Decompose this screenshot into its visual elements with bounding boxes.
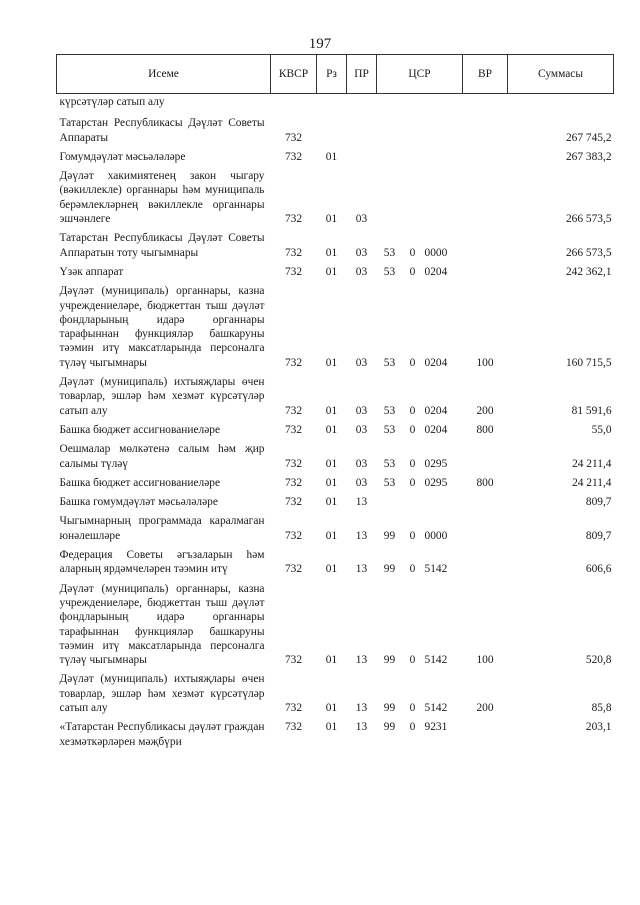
table-row [57,512,614,546]
row-rz [317,114,347,148]
table-row [57,167,614,229]
row-csr-subprogram: 0 [409,265,416,278]
row-kvsr: 732 [284,423,303,436]
row-csr-subprogram [403,94,423,115]
row-rz: 01 [325,356,338,369]
row-name: Дәүләт (муниципаль) ихтыяҗлары өчен товарлар, эшләр һәм хезмәт күрсәтүләр сатып алу [59,376,265,417]
header-rz: Рз [317,55,347,94]
row-csr-direction: 9231 [424,721,448,734]
row-name: Дәүләт (муниципаль) органнары, казна учреждениеләре, бюджеттан тыш дәүләт фондларының идарә органнары тарафыннан функцияләр башкаруны тәэмин итү максатларында персоналга түләү чыгымнары [59,582,265,667]
row-pr [347,148,377,167]
row-csr-subprogram [403,493,423,512]
table-header [57,55,614,94]
table-row [57,373,614,421]
row-name: Башка гомумдәүләт мәсьәләләре [59,496,218,509]
row-rz: 01 [325,265,338,278]
row-csr-program [377,94,403,115]
row-csr-subprogram: 0 [409,356,416,369]
row-csr-program [377,114,403,148]
row-vr [463,718,508,752]
row-csr-program: 53 [383,457,396,470]
table-row [57,580,614,671]
table-row [57,718,614,752]
row-csr-subprogram: 0 [409,457,416,470]
row-csr-direction: 0204 [424,265,448,278]
row-kvsr: 732 [284,131,303,144]
row-pr: 13 [355,529,368,542]
row-kvsr: 732 [284,457,303,470]
row-pr: 03 [355,423,368,436]
row-name: Башка бюджет ассигнованиеләре [59,423,221,436]
row-csr-program [377,148,403,167]
row-name: Татарстан Республикасы Дәүләт Советы Аппаратын тоту чыгымнары [59,232,265,259]
budget-table [56,54,614,752]
row-kvsr: 732 [284,496,303,509]
row-kvsr: 732 [284,563,303,576]
table-row [57,440,614,474]
row-pr: 13 [355,721,368,734]
row-kvsr: 732 [284,213,303,226]
row-vr: 800 [476,476,494,489]
table-row [57,474,614,493]
row-pr: 03 [355,246,368,259]
row-csr-program: 53 [383,423,396,436]
row-csr-subprogram: 0 [409,721,416,734]
row-pr: 13 [355,701,368,714]
row-csr-direction: 0204 [424,404,448,417]
row-sum: 809,7 [585,529,612,542]
row-sum [508,94,614,115]
row-kvsr: 732 [284,529,303,542]
row-pr: 03 [355,213,368,226]
header-name: Исеме [57,55,271,94]
row-csr-program: 99 [383,529,396,542]
row-name: «Татарстан Республикасы дәүләт граждан хезмәткәрләрен мәҗбүри [59,721,265,748]
row-kvsr: 732 [284,721,303,734]
row-vr: 200 [476,404,494,417]
row-vr [463,148,508,167]
table-row [57,493,614,512]
row-name: Башка бюджет ассигнованиеләре [59,476,221,489]
row-csr-subprogram [403,114,423,148]
row-csr-program: 53 [383,265,396,278]
row-rz: 01 [325,563,338,576]
row-kvsr: 732 [284,476,303,489]
row-rz: 01 [325,476,338,489]
row-vr [463,94,508,115]
row-name: Гомумдәүләт мәсьәләләре [59,150,186,163]
row-csr-program: 53 [383,476,396,489]
row-vr [463,167,508,229]
row-csr-program: 99 [383,563,396,576]
header-pr: ПР [347,55,377,94]
row-pr: 13 [355,496,368,509]
row-vr [463,263,508,282]
row-rz: 01 [325,213,338,226]
row-sum: 266 573,5 [565,246,612,259]
table-row [57,670,614,718]
row-sum: 606,6 [585,563,612,576]
row-pr [347,114,377,148]
row-kvsr: 732 [284,701,303,714]
row-csr-program [377,493,403,512]
row-csr-direction [423,94,463,115]
row-sum: 24 211,4 [572,476,612,489]
row-pr: 03 [355,265,368,278]
header-csr: ЦСР [377,55,463,94]
row-csr-program: 99 [383,654,396,667]
row-csr-direction: 0000 [424,246,448,259]
row-rz: 01 [325,701,338,714]
row-pr: 03 [355,476,368,489]
row-csr-direction: 0295 [424,457,448,470]
row-vr: 800 [476,423,494,436]
row-kvsr: 732 [284,246,303,259]
row-sum: 242 362,1 [565,265,612,278]
row-vr [463,114,508,148]
table-row [57,282,614,373]
row-pr: 13 [355,563,368,576]
row-csr-direction: 0204 [424,356,448,369]
row-csr-subprogram: 0 [409,246,416,259]
row-vr: 200 [476,701,494,714]
header-vr: ВР [463,55,508,94]
row-name: Дәүләт (муниципаль) ихтыяҗлары өчен товарлар, эшләр һәм хезмәт күрсәтүләр сатып алу [59,673,265,714]
row-vr [463,512,508,546]
row-kvsr: 732 [284,404,303,417]
row-name: күрсәтүләр сатып алу [59,96,165,108]
row-name: Татарстан Республикасы Дәүләт Советы Аппараты [59,117,265,144]
row-rz: 01 [325,457,338,470]
row-name: Оешмалар мөлкәтенә салым һәм җир салымы түләү [59,443,265,470]
row-csr-subprogram: 0 [409,476,416,489]
row-csr-program: 53 [383,404,396,417]
row-csr-program: 53 [383,246,396,259]
row-vr: 100 [476,356,494,369]
row-vr [463,493,508,512]
row-csr-direction [423,167,463,229]
row-csr-subprogram [403,167,423,229]
row-sum: 520,8 [585,654,612,667]
table-row [57,114,614,148]
row-kvsr: 732 [284,356,303,369]
row-csr-subprogram [403,148,423,167]
row-rz: 01 [325,150,338,163]
row-rz: 01 [325,721,338,734]
row-rz: 01 [325,654,338,667]
row-sum: 24 211,4 [572,457,612,470]
row-csr-direction: 0295 [424,476,448,489]
page-number: 197 [308,36,332,52]
row-csr-direction: 5142 [424,701,448,714]
row-csr-subprogram: 0 [409,423,416,436]
table-row [57,263,614,282]
row-pr: 03 [355,356,368,369]
row-kvsr: 732 [284,150,303,163]
row-sum: 203,1 [585,721,612,734]
row-rz: 01 [325,404,338,417]
row-csr-subprogram: 0 [409,701,416,714]
row-csr-direction [423,148,463,167]
row-csr-program: 53 [383,356,396,369]
row-pr: 03 [355,457,368,470]
row-name: Дәүләт хакимиятенең закон чыгару (вәкиллекле) органнары һәм муниципаль берәмлекләрнең вәкиллекле органнары эшчәнлеге [59,170,265,226]
row-rz: 01 [325,529,338,542]
row-rz: 01 [325,423,338,436]
table-row [57,546,614,580]
row-pr: 13 [355,654,368,667]
row-kvsr [271,94,317,115]
row-rz: 01 [325,246,338,259]
row-csr-direction [423,114,463,148]
row-sum: 266 573,5 [565,213,612,226]
row-name: Федерация Советы әгъзаларын һәм аларның ярдәмчеләрен тәэмин итү [59,549,265,576]
row-csr-program: 99 [383,721,396,734]
row-csr-direction: 0000 [424,529,448,542]
row-pr [347,94,377,115]
header-sum: Суммасы [508,55,614,94]
row-sum: 55,0 [591,423,612,436]
row-csr-direction: 5142 [424,563,448,576]
row-sum: 267 383,2 [565,150,612,163]
row-name: Үзәк аппарат [59,265,124,278]
row-csr-direction: 0204 [424,423,448,436]
row-csr-program [377,167,403,229]
row-sum: 809,7 [585,496,612,509]
table-row [57,94,614,115]
row-pr: 03 [355,404,368,417]
table-row [57,229,614,263]
row-kvsr: 732 [284,654,303,667]
row-name: Чыгымнарның программада каралмаган юнәлешләре [59,515,265,542]
row-rz: 01 [325,496,338,509]
row-csr-program: 99 [383,701,396,714]
header-kvsr: КВСР [271,55,317,94]
row-vr: 100 [476,654,494,667]
row-csr-subprogram: 0 [409,529,416,542]
row-csr-direction: 5142 [424,654,448,667]
table-body [57,94,614,752]
row-csr-subprogram: 0 [409,654,416,667]
row-name: Дәүләт (муниципаль) органнары, казна учреждениеләре, бюджеттан тыш дәүләт фондларының идарә органнары тарафыннан функцияләр башкаруны тәэмин итү максатларында персоналга түләү чыгымнары [59,285,265,369]
table-row [57,148,614,167]
row-csr-subprogram: 0 [409,563,416,576]
row-rz [317,94,347,115]
row-csr-direction [423,493,463,512]
table-row [57,421,614,440]
row-vr [463,440,508,474]
row-csr-subprogram: 0 [409,404,416,417]
row-vr [463,229,508,263]
row-sum: 85,8 [591,701,612,714]
row-sum: 81 591,6 [571,404,612,417]
row-sum: 267 745,2 [565,131,612,144]
row-vr [463,546,508,580]
row-kvsr: 732 [284,265,303,278]
row-sum: 160 715,5 [565,356,612,369]
